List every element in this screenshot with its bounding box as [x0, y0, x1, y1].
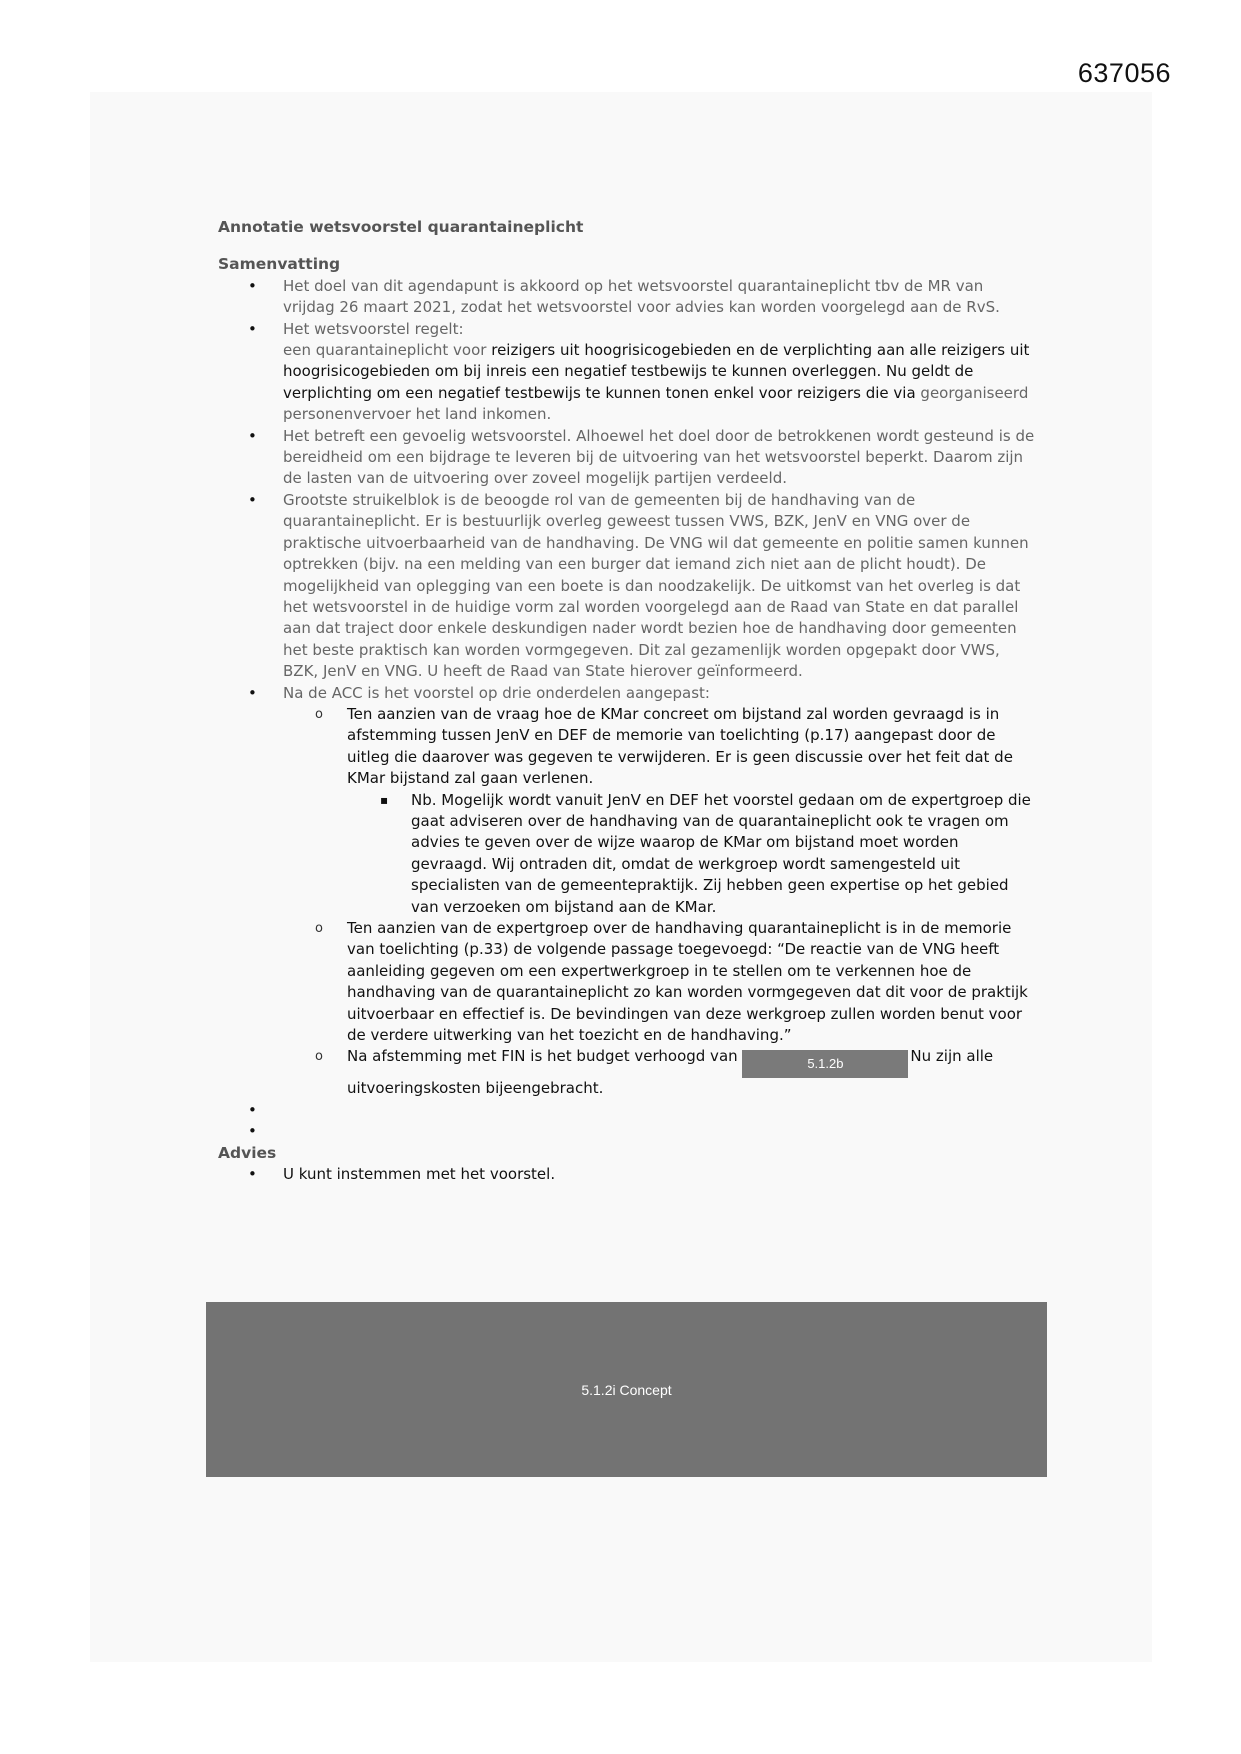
regelt-text-1: een quarantaineplicht voor — [283, 341, 492, 360]
advice-list — [218, 1164, 1038, 1185]
empty-bullet-1 — [218, 1100, 1038, 1121]
document-title: Annotatie wetsvoorstel quarantaineplicht — [218, 218, 584, 236]
redaction-block-label: 5.1.2i Concept — [581, 1381, 672, 1398]
budget-redaction: 5.1.2b — [742, 1050, 908, 1078]
page-number: 637056 — [1077, 58, 1171, 88]
summary-item-4: • Grootste struikelblok is de beoogde rol van de gemeenten bij de handhaving van de quarantaineplicht. Er is bestuurlijk overleg geweest tussen VWS, BZK, JenV en VNG over de praktische uitvoerbaarheid van de handhaving. De VNG wil dat gemeente en politie samen kunnen optrekken (bijv. na een melding van een burger dat iemand zich niet aan de plicht houdt). De mogelijkheid van oplegging van een boete is dan noodzakelijk. De uitkomst van het overleg is dat het wetsvoorstel in de huidige vorm zal worden voorgelegd aan de Raad van State en dat parallel aan dat traject door enkele deskundigen nader wordt bezien hoe de handhaving door gemeenten het beste praktisch kan worden vormgegeven. Dit zal gezamenlijk worden opgepakt door VWS, BZK, JenV en VNG. U heeft de Raad van State hierover geïnformeerd. — [218, 490, 1038, 683]
summary-item-5-label: Na de ACC is het voorstel op drie onderdelen aangepast: — [283, 683, 710, 702]
summary-item-1: • Het doel van dit agendapunt is akkoord op het wetsvoorstel quarantaineplicht tbv de MR van vrijdag 26 maart 2021, zodat het wetsvoorstel voor advies kan worden voorgelegd aan de RvS. — [218, 276, 1038, 319]
summary-item-2 — [218, 319, 1038, 426]
note-list — [347, 790, 1038, 918]
summary-list — [218, 276, 1038, 1143]
adjustment-item-1 — [283, 704, 1038, 918]
budget-text-after: Nu zijn alle uitvoeringskosten bijeengebracht. — [347, 1047, 994, 1098]
regelt-text-3: georganiseerd personenvervoer het land inkomen. — [283, 383, 1029, 424]
summary-heading: Samenvatting — [218, 255, 341, 274]
summary-item-5 — [218, 683, 1038, 1100]
empty-bullet-2 — [218, 1121, 1038, 1142]
advice-heading: Advies — [218, 1143, 277, 1162]
summary-item-3: • Het betreft een gevoelig wetsvoorstel. Alhoewel het doel door de betrokkenen wordt gesteund is de bereidheid om een bijdrage te leveren bij de uitvoering van het wetsvoorstel beperkt. Daarom zijn de lasten van de uitvoering over zoveel mogelijk partijen verdeeld. — [218, 426, 1038, 490]
budget-text-before: Na afstemming met FIN is het budget verhoogd van — [347, 1047, 743, 1066]
document-body — [218, 217, 1038, 1185]
adjustment-item-1-text: Ten aanzien van de vraag hoe de KMar concreet om bijstand zal worden gevraagd is in afstemming tussen JenV en DEF de memorie van toelichting (p.17) aangepast door de uitleg die daarover was gegeven te verwijderen. Er is geen discussie over het feit dat de KMar bijstand zal gaan verlenen. — [347, 704, 1013, 788]
summary-item-2-label: Het wetsvoorstel regelt: — [283, 319, 464, 338]
regelt-text-2: reizigers uit hoogrisicogebieden en de verplichting aan alle reizigers uit hoogrisicogebieden om bij inreis een negatief testbewijs te kunnen overleggen. Nu geldt de verplichting om een negatief testbewijs te kunnen tonen enkel voor reizigers die via — [283, 341, 1030, 402]
adjustment-item-2: o Ten aanzien van de expertgroep over de handhaving quarantaineplicht is in de memorie van toelichting (p.33) de volgende passage toegevoegd: “De reactie van de VNG heeft aanleiding gegeven om een expertwerkgroep in te stellen om te verkennen hoe de handhaving van de quarantaineplicht zo kan worden vormgegeven dat dit voor de praktijk uitvoerbaar en effectief is. De bevindingen van deze werkgroep zullen worden benut voor de verdere uitwerking van het toezicht en de handhaving.” — [283, 918, 1038, 1046]
adjustment-item-3 — [283, 1046, 1038, 1099]
adjustments-list — [283, 704, 1038, 1100]
advice-item: • U kunt instemmen met het voorstel. — [218, 1164, 1038, 1185]
redaction-block — [206, 1302, 1047, 1477]
note-item: ▪ Nb. Mogelijk wordt vanuit JenV en DEF het voorstel gedaan om de expertgroep die gaat adviseren over de handhaving van de quarantaineplicht ook te vragen om advies te geven over de wijze waarop de KMar om bijstand moet worden gevraagd. Wij ontraden dit, omdat de werkgroep wordt samengesteld uit specialisten van de gemeentepraktijk. Zij hebben geen expertise op het gebied van verzoeken om bijstand aan de KMar. — [347, 790, 1038, 918]
